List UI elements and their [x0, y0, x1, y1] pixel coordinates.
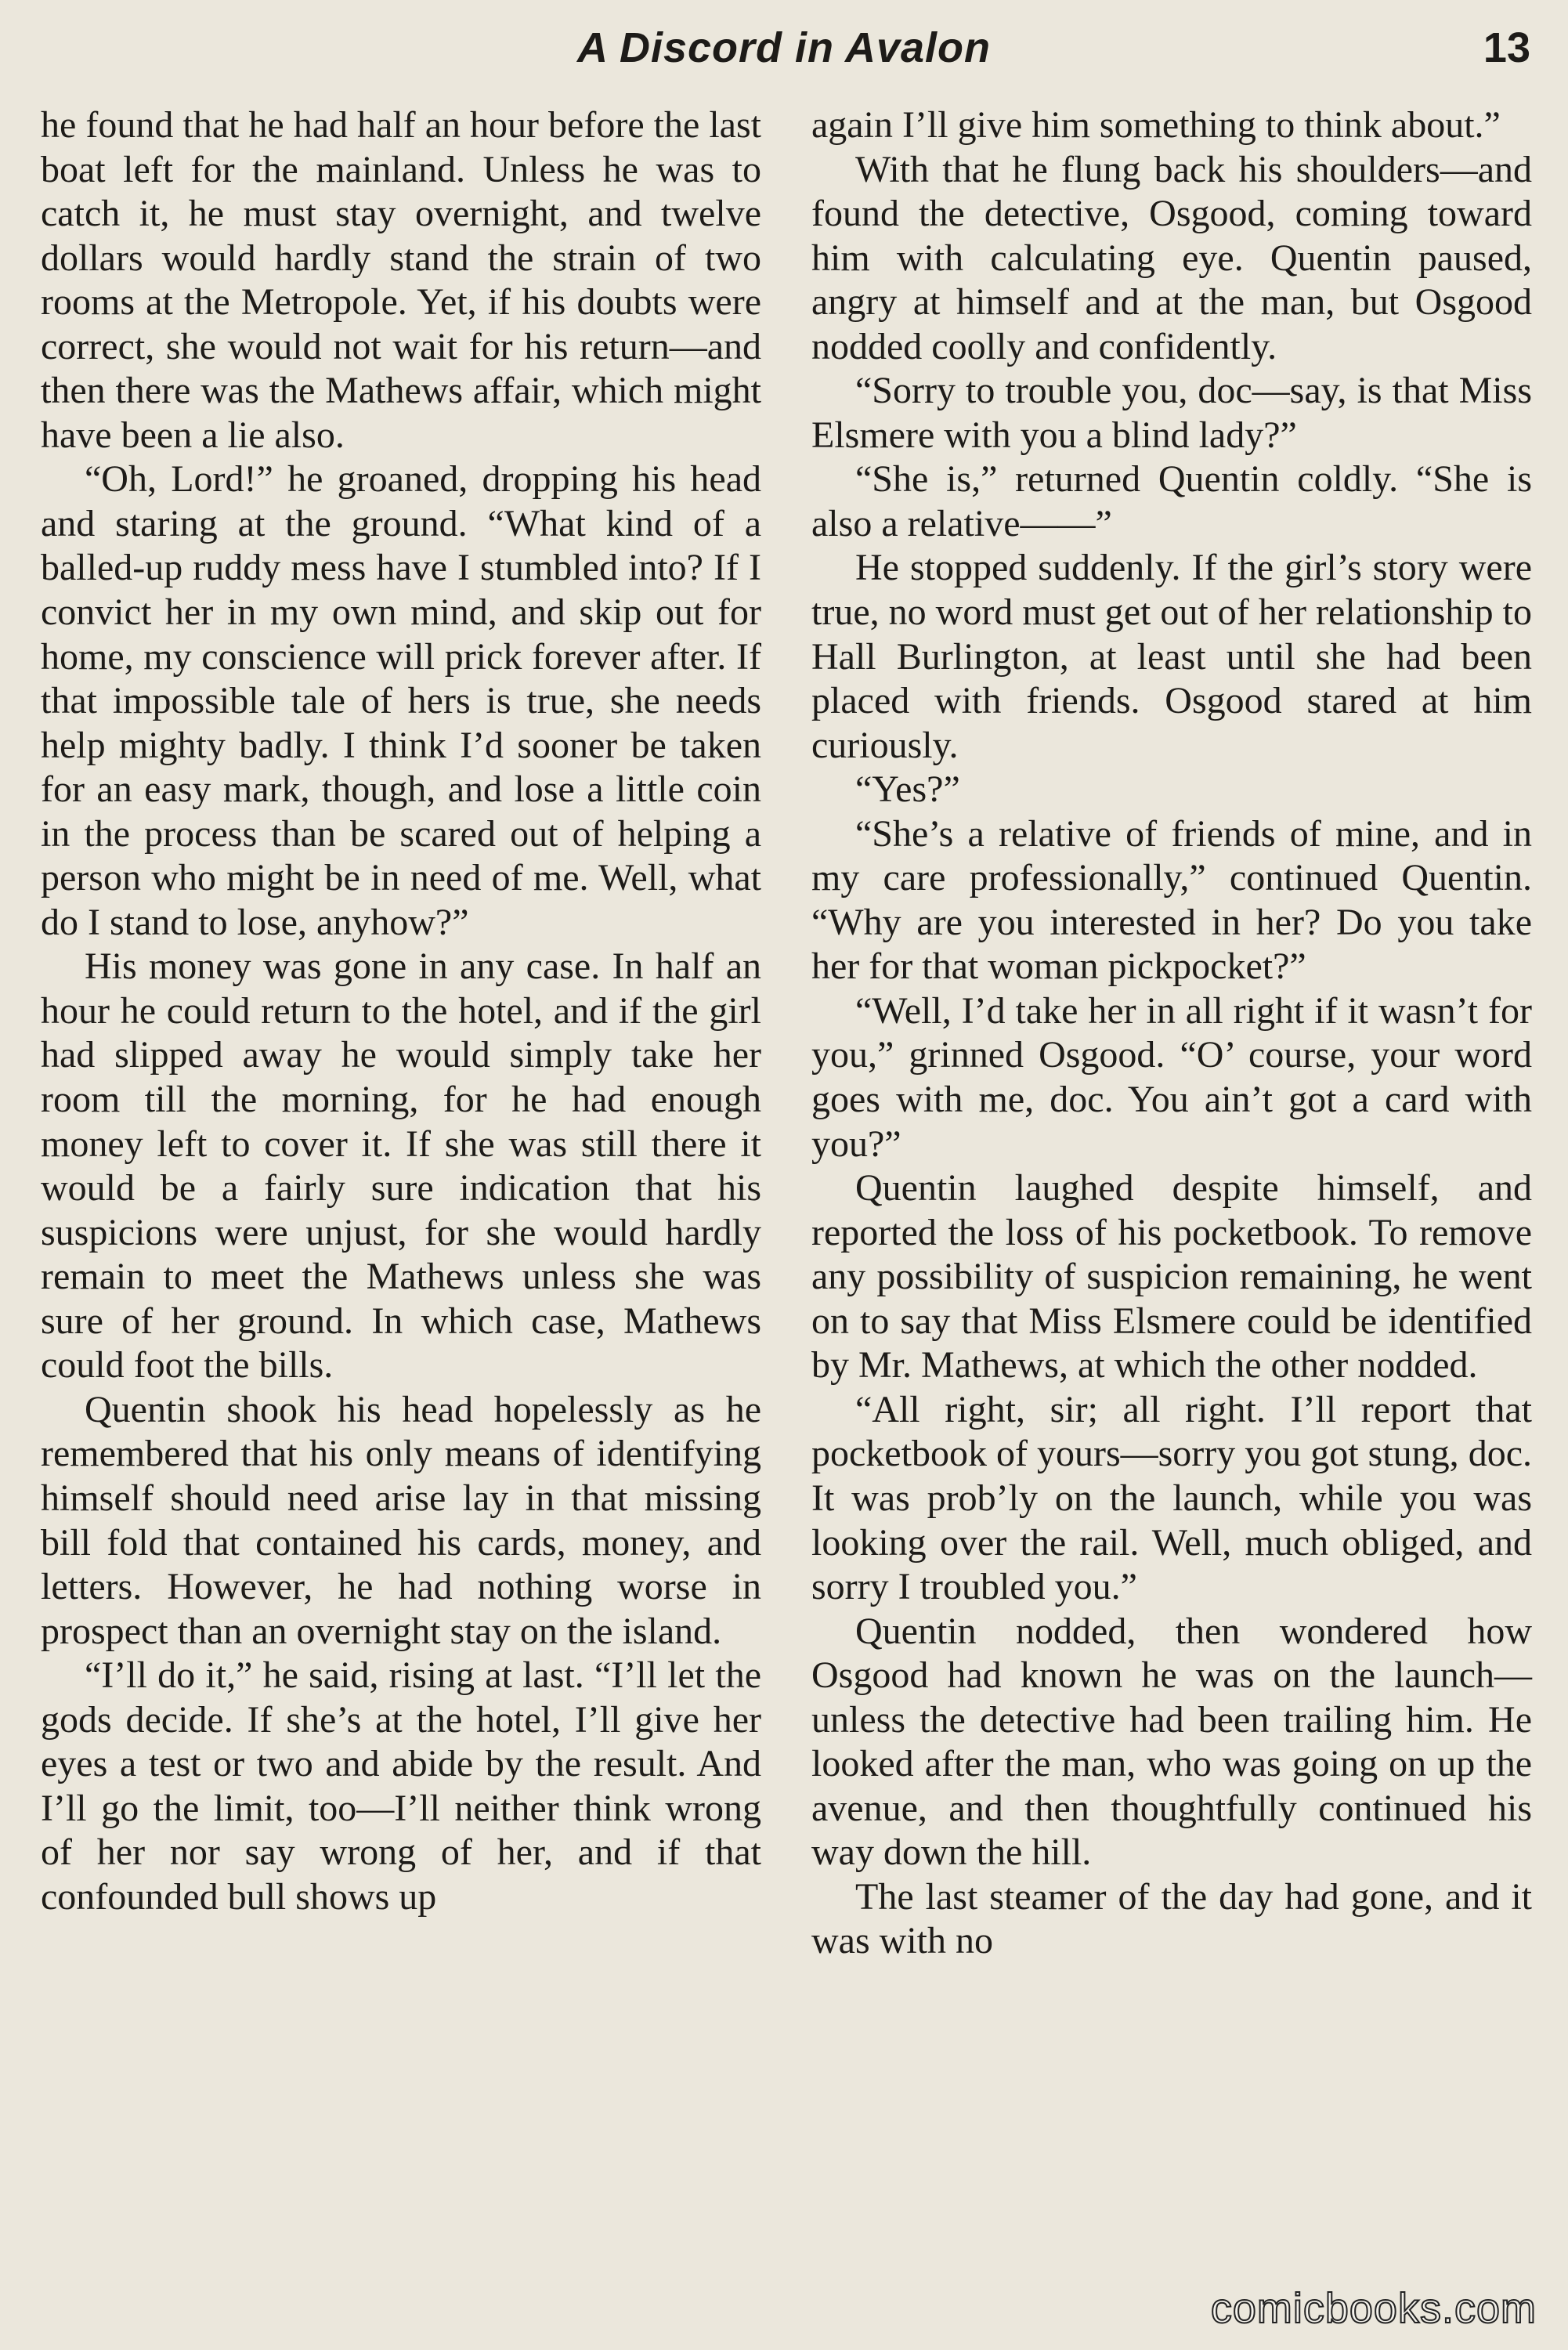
paragraph: With that he flung back his shoulders—and found the detective, Osgood, coming toward him with calculating eye. Quentin paused, angry at himself and at the man, but Osgood nodded coolly and confidently.: [811, 148, 1532, 367]
paragraph: He stopped suddenly. If the girl’s story were true, no word must get out of her relationship to Hall Burlington, at least until she had been placed with friends. Osgood stared at him curiously.: [811, 547, 1532, 766]
site-watermark: comicbooks.com: [1210, 2285, 1537, 2332]
paragraph: again I’ll give him something to think about.”: [811, 104, 1501, 146]
paragraph: Quentin laughed despite himself, and reported the loss of his pocketbook. To remove any possibility of suspicion remaining, he went on to say that Miss Elsmere could be identified by Mr. Mathews, at which the other nodded.: [811, 1167, 1532, 1386]
paragraph: “I’ll do it,” he said, rising at last. “I’ll let the gods decide. If she’s at the hotel, I’ll give her eyes a test or two and abide by the result. And I’ll go the limit, too—I’ll neither think wrong of her nor say wrong of her, and if that confounded bull shows up: [41, 1654, 761, 1918]
paragraph: “She’s a relative of friends of mine, and in my care professionally,” continued Quentin. “Why are you interested in her? Do you take her for that woman pickpocket?”: [811, 812, 1532, 988]
paragraph: The last steamer of the day had gone, and it was with no: [811, 1875, 1532, 1962]
running-title: A Discord in Avalon: [576, 24, 992, 71]
paragraph: “All right, sir; all right. I’ll report that pocketbook of yours—sorry you got stung, doc. It was prob’ly on the launch, while you was looking over the rail. Well, much obliged, and sorry I troubled you.”: [811, 1388, 1532, 1608]
right-column: [811, 103, 1532, 1964]
paragraph: “Yes?”: [855, 768, 960, 811]
paragraph: he found that he had half an hour before the last boat left for the mainland. Unless he was to catch it, he must stay overnight, and twelve dollars would hardly stand the strain of two rooms at the Metropole. Yet, if his doubts were correct, she would not wait for his return—and then there was the Mathews affair, which might have been a lie also.: [41, 104, 761, 456]
paragraph: “Oh, Lord!” he groaned, dropping his head and staring at the ground. “What kind of a balled-up ruddy mess have I stumbled into? If I convict her in my own mind, and skip out for home, my conscience will prick forever after. If that impossible tale of hers is true, she needs help mighty badly. I think I’d sooner be taken for an easy mark, though, and lose a little coin in the process than be scared out of helping a person who might be in need of me. Well, what do I stand to lose, anyhow?”: [41, 458, 761, 943]
paragraph: Quentin nodded, then wondered how Osgood had known he was on the launch—unless the detective had been trailing him. He looked after the man, who was going on up the avenue, and then thoughtfully continued his way down the hill.: [811, 1610, 1532, 1874]
page-header: [0, 24, 1568, 86]
left-column: [41, 103, 761, 1919]
paragraph: “Sorry to trouble you, doc—say, is that Miss Elsmere with you a blind lady?”: [811, 370, 1532, 456]
paragraph: “She is,” returned Quentin coldly. “She is also a relative——”: [811, 458, 1532, 544]
paragraph: “Well, I’d take her in all right if it wasn’t for you,” grinned Osgood. “O’ course, your word goes with me, doc. You ain’t got a card with you?”: [811, 989, 1532, 1165]
page-number: 13: [1483, 24, 1530, 71]
paragraph: Quentin shook his head hopelessly as he remembered that his only means of identifying himself should need arise lay in that missing bill fold that contained his cards, money, and letters. However, he had nothing worse in prospect than an overnight stay on the island.: [41, 1388, 761, 1652]
paragraph: His money was gone in any case. In half an hour he could return to the hotel, and if the girl had slipped away he would simply take her room till the morning, for he had enough money left to cover it. If she was still there it would be a fairly sure indication that his suspicions were unjust, for she would hardly remain to meet the Mathews unless she was sure of her ground. In which case, Mathews could foot the bills.: [41, 945, 761, 1386]
